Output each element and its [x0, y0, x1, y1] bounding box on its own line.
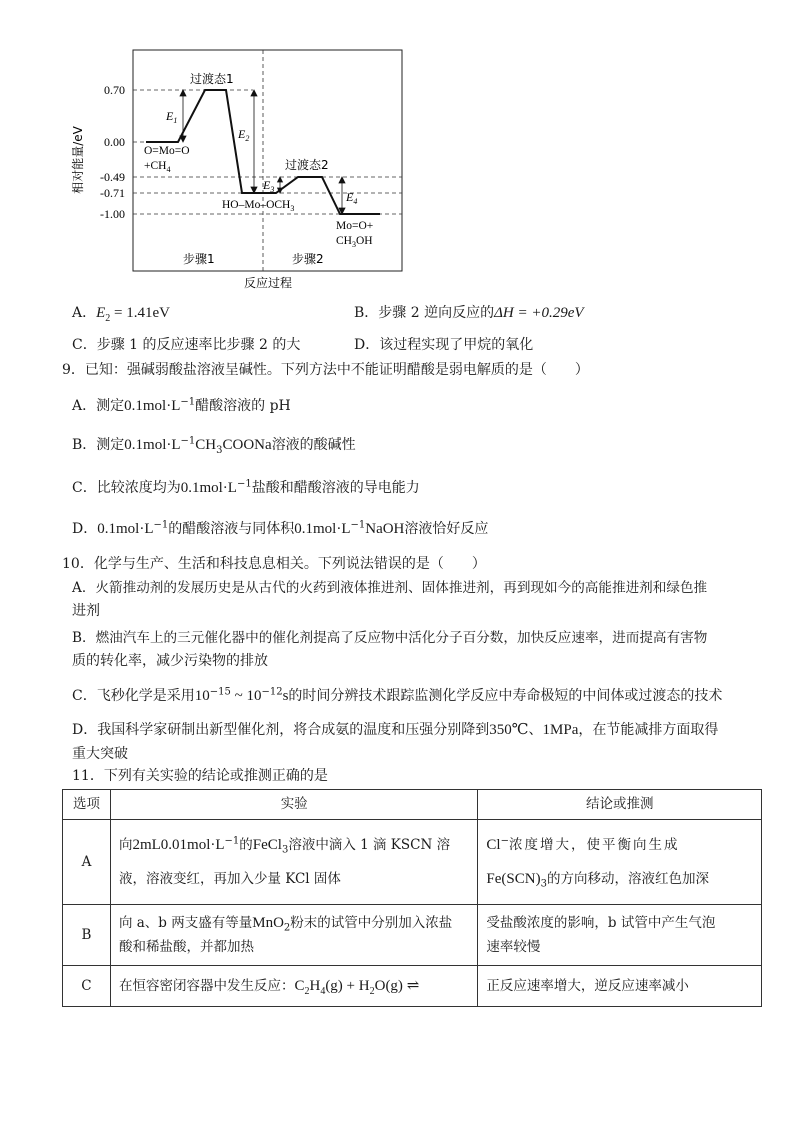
ytick-070: 0.70: [104, 83, 125, 97]
q10-stem: 10．化学与生产、生活和科技息息相关。下列说法错误的是（ ）: [62, 556, 486, 572]
intermediate-label: $HO-Mo-OCH_3$: [222, 199, 295, 213]
q10-option-a-line1: A．火箭推动剂的发展历史是从古代的火药到液体推进剂、固体推进剂，再到现如今的高能推进剂和绿色推: [72, 580, 708, 596]
diagram-xlabel: 反应过程: [243, 276, 293, 290]
row-b-option: B: [63, 905, 111, 966]
row-c-conclusion: 正反应速率增大，逆反应速率减小: [478, 966, 762, 1007]
row-b-experiment: 向 a、b 两支盛有等量MnO$_2$粉末的试管中分别加入浓盐 酸和稀盐酸，并都加热: [110, 905, 477, 966]
label-e2: $E_2$: [238, 127, 250, 143]
q10-option-c: C．飞秒化学是采用$10^{-15}$ ~ $10^{-12}s$的时间分辨技术跟踪监测化学反应中寿命极短的中间体或过渡态的技术: [72, 686, 723, 704]
ytick-000: 0.00: [104, 135, 125, 149]
table-row-a: [63, 820, 762, 905]
q8-option-c: C．步骤 1 的反应速率比步骤 2 的大: [72, 337, 301, 353]
q10-option-b-line1: B．燃油汽车上的三元催化器中的催化剂提高了反应物中活化分子百分数，加快反应速率，进而提高有害物: [72, 630, 708, 646]
product-label-1: Mo=O+: [336, 220, 374, 232]
ytick-071: -0.71: [100, 186, 125, 200]
energy-diagram: [70, 40, 430, 292]
table-row-b: [63, 905, 762, 966]
ts2-label: 过渡态2: [285, 158, 329, 172]
q10-option-d-line2: 重大突破: [72, 746, 128, 762]
q9-option-a: A．测定$0.1mol\cdot L^{-1}$醋酸溶液的 pH: [72, 396, 291, 414]
row-b-conclusion: 受盐酸浓度的影响，b 试管中产生气泡 速率较慢: [478, 905, 762, 966]
q8-option-a: A．$E_2 = 1.41eV$: [72, 305, 170, 324]
row-a-conclusion: Cl−浓度增大，使平衡向生成 $Fe(SCN)_3$的方向移动，溶液红色加深: [478, 820, 762, 905]
q8-option-d: D．该过程实现了甲烷的氧化: [354, 337, 534, 353]
row-a-option: A: [63, 820, 111, 905]
step1-label: 步骤1: [183, 252, 215, 266]
q9-stem: 9．已知：强碱弱酸盐溶液呈碱性。下列方法中不能证明醋酸是弱电解质的是（ ）: [62, 362, 589, 378]
reactant-label-1: O=Mo=O: [144, 145, 190, 157]
ytick-100: -1.00: [100, 207, 125, 221]
ytick-049: -0.49: [100, 170, 125, 184]
label-e1: $E_1$: [166, 109, 178, 125]
q9-option-c: C．比较浓度均为$0.1mol\cdot L^{-1}$盐酸和醋酸溶液的导电能力: [72, 478, 420, 496]
q10-option-d-line1: D．我国科学家研制出新型催化剂，将合成氨的温度和压强分别降到350℃、1MPa，在节能减排方面取得: [72, 722, 719, 738]
experiment-table: [62, 789, 762, 1007]
q11-stem: 11．下列有关实验的结论或推测正确的是: [72, 768, 328, 784]
table-row-c: [63, 966, 762, 1007]
product-label-2: $CH_3OH$: [336, 235, 373, 249]
step2-label: 步骤2: [292, 252, 324, 266]
q9-option-b: B．测定$0.1mol\cdot L^{-1}CH_3COONa$溶液的酸碱性: [72, 435, 356, 456]
header-option: 选项: [63, 790, 111, 820]
q10-option-b-line2: 质的转化率，减少污染物的排放: [72, 653, 268, 669]
ts1-label: 过渡态1: [190, 72, 234, 86]
row-a-experiment: 向$2mL0.01mol\cdot L^{-1}$的FeCl$_3$溶液中滴入 1 滴 KSCN 溶 液，溶液变红，再加入少量 KCl 固体: [110, 820, 477, 905]
row-c-experiment: 在恒容密闭容器中发生反应：$C_2H_4(g) + H_2O(g)$ ⇌: [110, 966, 477, 1007]
diagram-ylabel: 相对能量/eV: [71, 126, 85, 194]
table-header-row: [63, 790, 762, 820]
label-e3: $E_3$: [263, 178, 275, 194]
row-c-option: C: [63, 966, 111, 1007]
reactant-label-2: $+CH_4$: [144, 160, 171, 174]
label-e4: $E_4$: [346, 190, 358, 206]
q8-option-b: B．步骤 2 逆向反应的ΔH = +0.29eV: [354, 305, 584, 321]
q10-option-a-line2: 进剂: [72, 603, 100, 619]
header-experiment: 实验: [110, 790, 477, 820]
q9-option-d: D．$0.1mol\cdot L^{-1}$的醋酸溶液与同体积$0.1mol\cdot L^{-1}NaOH$溶液恰好反应: [72, 519, 489, 537]
header-conclusion: 结论或推测: [478, 790, 762, 820]
